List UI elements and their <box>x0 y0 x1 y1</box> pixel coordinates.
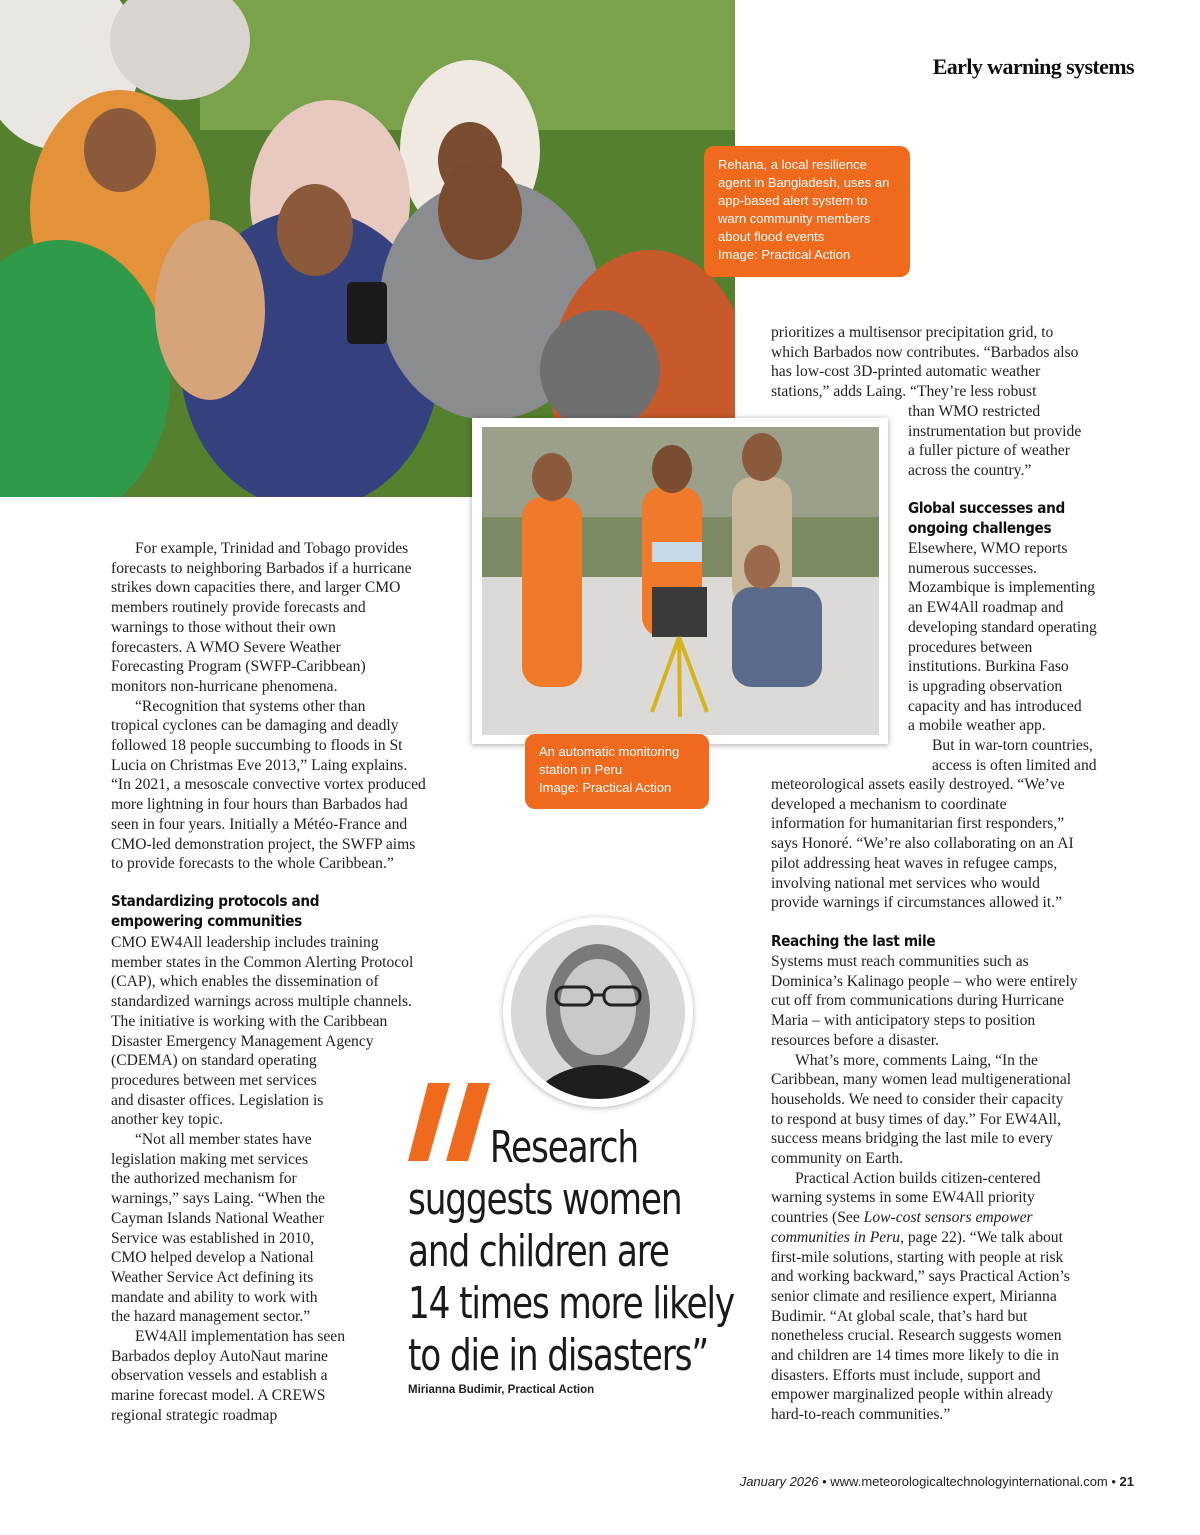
photo-caption-peru <box>525 734 709 809</box>
text-line: members routinely provide forecasts and <box>111 599 366 617</box>
text-line: prioritizes a multisensor precipitation grid, to <box>771 324 1054 341</box>
text-line: strikes down capacities there, and larger CMO <box>111 579 401 597</box>
text-line: empower marginalized people within already <box>771 1386 1054 1404</box>
text-fragment: countries (See <box>771 1209 864 1227</box>
text-line: warning systems in some EW4All priority <box>771 1189 1035 1207</box>
text-line: marine forecast model. A CREWS <box>111 1387 326 1405</box>
text-line: capacity and has introduced <box>908 697 1082 715</box>
text-line: an EW4All roadmap and <box>908 599 1064 617</box>
text-line: senior climate and resilience expert, Mirianna <box>771 1287 1057 1305</box>
text-line: nonetheless crucial. Research suggests women <box>771 1327 1062 1345</box>
text-line: access is often limited and <box>932 756 1097 774</box>
text-line: monitors non-hurricane phenomena. <box>111 677 338 695</box>
text-line: provide warnings if circumstances allowed it.” <box>771 894 1062 912</box>
column-1-top <box>111 539 471 874</box>
footer-separator: • <box>818 1474 831 1489</box>
caption-line: app-based alert system to <box>718 193 868 208</box>
text-line: Systems must reach communities such as <box>771 953 1029 970</box>
pull-quote-line: 14 times more likely <box>408 1278 735 1329</box>
text-line: (CAP), which enables the dissemination of <box>111 973 379 991</box>
text-line: For example, Trinidad and Tobago provides <box>135 540 409 557</box>
text-line: disasters. Efforts must include, support and <box>771 1366 1041 1384</box>
text-line: Dominica’s Kalinago people – who were entirely <box>771 972 1078 990</box>
text-line: CMO helped develop a National <box>111 1249 314 1267</box>
text-line: to provide forecasts to the whole Caribbean.” <box>111 855 394 873</box>
text-line: which Barbados now contributes. “Barbados also <box>771 343 1079 361</box>
page-footer <box>740 1474 1134 1489</box>
text-line: the hazard management sector.” <box>111 1308 311 1326</box>
heading-line: Standardizing protocols and <box>111 892 320 910</box>
text-line: legislation making met services <box>111 1150 309 1168</box>
pull-quote <box>408 1122 735 1382</box>
text-line: community on Earth. <box>771 1150 904 1168</box>
column-3-last-mile-text <box>771 952 1151 1425</box>
text-line: Service was established in 2010, <box>111 1229 315 1247</box>
text-line: a fuller picture of weather <box>908 442 1070 460</box>
page-number: 21 <box>1119 1474 1134 1489</box>
text-line: “In 2021, a mesoscale convective vortex produced <box>111 776 426 794</box>
text-line: hard-to-reach communities.” <box>771 1406 951 1424</box>
text-line: Cayman Islands National Weather <box>111 1209 324 1227</box>
text-line <box>771 1208 1151 1228</box>
text-line: a mobile weather app. <box>908 717 1046 735</box>
text-line: has low-cost 3D-printed automatic weather <box>771 363 1041 381</box>
caption-line: about flood events <box>718 229 825 244</box>
heading-line: Reaching the last mile <box>771 932 936 950</box>
photo-caption-bangladesh <box>704 146 910 277</box>
column-3-wrap <box>908 402 1148 481</box>
heading-line: Global successes and <box>908 499 1065 517</box>
caption-line: Rehana, a local resilience <box>718 157 867 172</box>
text-line: forecasters. A WMO Severe Weather <box>111 638 341 656</box>
caption-line: An automatic monitoring <box>539 744 680 759</box>
caption-line: agent in Bangladesh, uses an <box>718 175 890 190</box>
text-line: first-mile solutions, starting with people at risk <box>771 1248 1064 1266</box>
text-line: warnings,” says Laing. “When the <box>111 1190 325 1208</box>
text-line: across the country.” <box>908 462 1032 480</box>
text-line: regional strategic roadmap <box>111 1406 278 1424</box>
text-line: developing standard operating <box>908 618 1097 636</box>
text-line: numerous successes. <box>908 559 1038 577</box>
text-line: meteorological assets easily destroyed. “We’ve <box>771 776 1065 793</box>
text-line: followed 18 people succumbing to floods in St <box>111 737 403 755</box>
text-line: involving national met services who would <box>771 874 1040 892</box>
text-line: success means bridging the last mile to every <box>771 1130 1053 1148</box>
text-line: stations,” adds Laing. “They’re less robust <box>771 383 1037 401</box>
text-line: procedures between <box>908 638 1033 656</box>
column-3-top <box>771 323 1151 402</box>
text-line: Mozambique is implementing <box>908 579 1096 597</box>
text-line: member states in the Common Alerting Protocol <box>111 953 414 971</box>
pull-quote-line <box>408 1330 708 1382</box>
column-3-global-text-cont <box>771 775 1151 913</box>
heading-global-successes <box>908 498 1086 538</box>
text-line: and children are 14 times more likely to die in <box>771 1347 1059 1365</box>
text-line: households. We need to consider their capacity <box>771 1090 1064 1108</box>
text-line: CMO EW4All leadership includes training <box>111 934 379 951</box>
heading-standardizing <box>111 891 348 931</box>
text-line: procedures between met services <box>111 1071 317 1089</box>
text-line: seen in four years. Initially a Météo-France and <box>111 815 408 833</box>
text-line: But in war-torn countries, <box>932 737 1093 755</box>
issue-date: January 2026 <box>739 1474 819 1489</box>
text-line: Caribbean, many women lead multigenerational <box>771 1071 1072 1089</box>
peru-photo <box>482 427 879 735</box>
text-line: says Honoré. “We’re also collaborating on an AI <box>771 835 1074 853</box>
cross-reference-title[interactable]: communities in Peru <box>771 1228 901 1246</box>
text-line: to respond at busy times of day.” For EW4All, <box>771 1110 1062 1128</box>
text-line: mandate and ability to work with <box>111 1288 318 1306</box>
caption-line: warn community members <box>718 211 871 226</box>
text-line: instrumentation but provide <box>908 422 1082 440</box>
text-line: Lucia on Christmas Eve 2013,” Laing explains. <box>111 756 408 774</box>
text-line: “Not all member states have <box>135 1131 312 1149</box>
text-line: EW4All implementation has seen <box>135 1328 346 1346</box>
text-line: standardized warnings across multiple channels. <box>111 993 412 1011</box>
pull-quote-line: suggests women <box>408 1174 682 1225</box>
text-line: cut off from communications during Hurricane <box>771 992 1064 1010</box>
caption-credit: Image: Practical Action <box>539 780 672 795</box>
text-line: observation vessels and establish a <box>111 1367 328 1385</box>
text-line: than WMO restricted <box>908 403 1041 420</box>
text-line: more lightning in four hours than Barbados had <box>111 796 408 814</box>
text-line: Maria – with anticipatory steps to position <box>771 1012 1036 1030</box>
text-line: tropical cyclones can be damaging and deadly <box>111 717 399 735</box>
cross-reference-title[interactable]: Low-cost sensors empower <box>863 1209 1033 1227</box>
text-line: Barbados deploy AutoNaut marine <box>111 1347 328 1365</box>
column-3-global-text <box>908 539 1148 775</box>
website-url[interactable]: www.meteorologicaltechnologyinternational.com <box>830 1474 1108 1489</box>
text-line: warnings to those without their own <box>111 618 336 636</box>
text-line: developed a mechanism to coordinate <box>771 795 1007 813</box>
quote-attribution: Mirianna Budimir, Practical Action <box>408 1384 595 1396</box>
text-line: Weather Service Act defining its <box>111 1268 314 1286</box>
text-line: information for humanitarian first responders,” <box>771 815 1065 833</box>
text-fragment: , page 22). “We talk about <box>900 1228 1063 1246</box>
peru-photo-illustration <box>482 427 879 735</box>
caption-line: station in Peru <box>539 762 623 777</box>
portrait-photo <box>511 925 685 1099</box>
text-line: Practical Action builds citizen-centered <box>795 1169 1041 1187</box>
text-line: CMO-led demonstration project, the SWFP aims <box>111 835 416 853</box>
text-line <box>771 1228 1151 1248</box>
text-line: Budimir. “At global scale, that’s hard but <box>771 1307 1028 1325</box>
heading-line: ongoing challenges <box>908 519 1052 537</box>
pull-quote-line: Research <box>489 1122 638 1173</box>
text-line: “Recognition that systems other than <box>135 697 366 715</box>
caption-credit: Image: Practical Action <box>718 247 851 262</box>
pull-quote-text: to die in disasters <box>408 1330 692 1381</box>
text-line: and working backward,” says Practical Action’s <box>771 1268 1070 1286</box>
text-line: What’s more, comments Laing, “In the <box>795 1051 1038 1069</box>
text-line: institutions. Burkina Faso <box>908 658 1069 676</box>
heading-line: empowering communities <box>111 912 302 930</box>
text-line: another key topic. <box>111 1111 224 1129</box>
text-line: Elsewhere, WMO reports <box>908 540 1068 557</box>
text-line: Disaster Emergency Management Agency <box>111 1032 374 1050</box>
text-line: and disaster offices. Legislation is <box>111 1091 324 1109</box>
heading-last-mile <box>771 931 958 951</box>
footer-separator: • <box>1107 1474 1120 1489</box>
text-line: (CDEMA) on standard operating <box>111 1052 317 1070</box>
pull-quote-line: and children are <box>408 1226 669 1277</box>
portrait-illustration <box>511 925 685 1099</box>
text-line: Forecasting Program (SWFP-Caribbean) <box>111 658 366 676</box>
text-line: is upgrading observation <box>908 677 1063 695</box>
text-line: forecasts to neighboring Barbados if a hurricane <box>111 559 412 577</box>
running-head: Early warning systems <box>932 54 1134 79</box>
closing-quote-mark: ” <box>691 1330 708 1381</box>
text-line: The initiative is working with the Caribbean <box>111 1012 388 1030</box>
text-line: pilot addressing heat waves in refugee camps, <box>771 854 1058 872</box>
text-line: resources before a disaster. <box>771 1031 939 1049</box>
text-line: the authorized mechanism for <box>111 1170 297 1188</box>
